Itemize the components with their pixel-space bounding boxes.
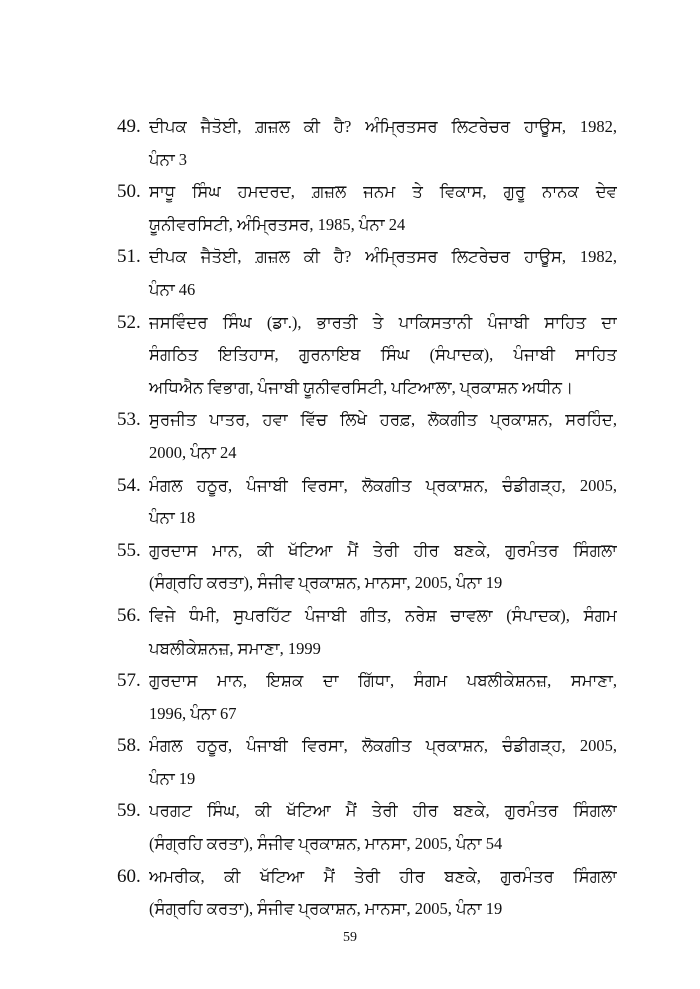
- reference-entry: [117, 111, 617, 176]
- reference-line: ਸੰਗਠਿਤ ਇਤਿਹਾਸ, ਗੁਰਨਾਇਬ ਸਿੰਘ (ਸੰਪਾਦਕ), ਪੰਜਾਬੀ ਸਾਹਿਤ: [149, 345, 617, 365]
- reference-entry: [117, 176, 617, 241]
- reference-line: ਪੰਨਾ 18: [149, 508, 196, 528]
- reference-number: 57.: [117, 670, 141, 692]
- reference-line: 2000, ਪੰਨਾ 24: [149, 442, 237, 462]
- reference-number: 58.: [117, 735, 141, 757]
- reference-entry: [117, 795, 617, 860]
- reference-entry: [117, 730, 617, 795]
- reference-number: 60.: [117, 865, 141, 887]
- reference-number: 52.: [117, 311, 141, 333]
- page-number: 59: [343, 930, 357, 945]
- reference-line: ਸੁਰਜੀਤ ਪਾਤਰ, ਹਵਾ ਵਿੱਚ ਲਿਖੇ ਹਰਫ਼, ਲੋਕਗੀਤ ਪ੍ਰਕਾਸ਼ਨ, ਸਰਹਿੰਦ,: [149, 410, 617, 430]
- reference-number: 56.: [117, 604, 141, 626]
- reference-line: ਦੀਪਕ ਜੈਤੋਈ, ਗ਼ਜ਼ਲ ਕੀ ਹੈ? ਅੰਮ੍ਰਿਤਸਰ ਲਿਟਰੇਚਰ ਹਾਊਸ, 1982,: [149, 247, 617, 267]
- reference-line: 1996, ਪੰਨਾ 67: [149, 703, 237, 723]
- reference-line: (ਸੰਗ੍ਰਹਿ ਕਰਤਾ), ਸੰਜੀਵ ਪ੍ਰਕਾਸ਼ਨ, ਮਾਨਸਾ, 2005, ਪੰਨਾ 19: [149, 573, 503, 593]
- reference-line: ਗੁਰਦਾਸ ਮਾਨ, ਇਸ਼ਕ ਦਾ ਗਿੱਧਾ, ਸੰਗਮ ਪਬਲੀਕੇਸ਼ਨਜ਼, ਸਮਾਣਾ,: [149, 671, 617, 691]
- reference-entry: [117, 600, 617, 665]
- reference-entry: [117, 307, 617, 405]
- reference-number: 59.: [117, 800, 141, 822]
- reference-line: ਸਾਧੂ ਸਿੰਘ ਹਮਦਰਦ, ਗ਼ਜ਼ਲ ਜਨਮ ਤੇ ਵਿਕਾਸ, ਗੁਰੂ ਨਾਨਕ ਦੇਵ: [149, 182, 617, 202]
- reference-line: ਦੀਪਕ ਜੈਤੋਈ, ਗ਼ਜ਼ਲ ਕੀ ਹੈ? ਅੰਮ੍ਰਿਤਸਰ ਲਿਟਰੇਚਰ ਹਾਊਸ, 1982,: [149, 117, 617, 136]
- reference-line: ਯੂਨੀਵਰਸਿਟੀ, ਅੰਮ੍ਰਿਤਸਰ, 1985, ਪੰਨਾ 24: [149, 214, 406, 234]
- reference-entry: [117, 470, 617, 535]
- reference-number: 51.: [117, 246, 141, 268]
- reference-line: ਪਬਲੀਕੇਸ਼ਨਜ਼, ਸਮਾਣਾ, 1999: [149, 638, 321, 658]
- reference-list: [117, 111, 617, 926]
- reference-entry: [117, 241, 617, 306]
- reference-entry: [117, 404, 617, 469]
- reference-line: ਪੰਨਾ 3: [149, 149, 188, 169]
- reference-line: ਪਰਗਟ ਸਿੰਘ, ਕੀ ਖੱਟਿਆ ਮੈਂ ਤੇਰੀ ਹੀਰ ਬਣਕੇ, ਗੁਰਮੰਤਰ ਸਿੰਗਲਾ: [149, 801, 617, 821]
- reference-line: ਜਸਵਿੰਦਰ ਸਿੰਘ (ਡਾ.), ਭਾਰਤੀ ਤੇ ਪਾਕਿਸਤਾਨੀ ਪੰਜਾਬੀ ਸਾਹਿਤ ਦਾ: [149, 312, 617, 332]
- reference-number: 54.: [117, 474, 141, 496]
- reference-number: 53.: [117, 409, 141, 431]
- reference-line: ਵਿਜੇ ਧੰਮੀ, ਸੁਪਰਹਿੱਟ ਪੰਜਾਬੀ ਗੀਤ, ਨਰੇਸ਼ ਚਾਵਲਾ (ਸੰਪਾਦਕ), ਸੰਗਮ: [149, 605, 617, 625]
- reference-line: ਮੰਗਲ ਹਠੂਰ, ਪੰਜਾਬੀ ਵਿਰਸਾ, ਲੋਕਗੀਤ ਪ੍ਰਕਾਸ਼ਨ, ਚੰਡੀਗੜ੍ਹ, 2005,: [149, 736, 617, 756]
- reference-entry: [117, 535, 617, 600]
- reference-number: 49.: [117, 116, 141, 137]
- reference-line: ਅਧਿਐਨ ਵਿਭਾਗ, ਪੰਜਾਬੀ ਯੂਨੀਵਰਸਿਟੀ, ਪਟਿਆਲਾ, ਪ੍ਰਕਾਸ਼ਨ ਅਧੀਨ।: [149, 377, 574, 397]
- reference-number: 55.: [117, 539, 141, 561]
- reference-line: ਅਮਰੀਕ, ਕੀ ਖੱਟਿਆ ਮੈਂ ਤੇਰੀ ਹੀਰ ਬਣਕੇ, ਗੁਰਮੰਤਰ ਸਿੰਗਲਾ: [149, 866, 617, 886]
- reference-line: ਮੰਗਲ ਹਠੂਰ, ਪੰਜਾਬੀ ਵਿਰਸਾ, ਲੋਕਗੀਤ ਪ੍ਰਕਾਸ਼ਨ, ਚੰਡੀਗੜ੍ਹ, 2005,: [149, 475, 617, 495]
- reference-line: ਗੁਰਦਾਸ ਮਾਨ, ਕੀ ਖੱਟਿਆ ਮੈਂ ਤੇਰੀ ਹੀਰ ਬਣਕੇ, ਗੁਰਮੰਤਰ ਸਿੰਗਲਾ: [149, 540, 617, 560]
- reference-line: (ਸੰਗ੍ਰਹਿ ਕਰਤਾ), ਸੰਜੀਵ ਪ੍ਰਕਾਸ਼ਨ, ਮਾਨਸਾ, 2005, ਪੰਨਾ 19: [149, 899, 503, 919]
- reference-number: 50.: [117, 181, 141, 203]
- reference-line: ਪੰਨਾ 46: [149, 279, 196, 299]
- reference-line: ਪੰਨਾ 19: [149, 768, 196, 788]
- reference-line: (ਸੰਗ੍ਰਹਿ ਕਰਤਾ), ਸੰਜੀਵ ਪ੍ਰਕਾਸ਼ਨ, ਮਾਨਸਾ, 2005, ਪੰਨਾ 54: [149, 834, 503, 854]
- reference-entry: [117, 861, 617, 926]
- reference-entry: [117, 665, 617, 730]
